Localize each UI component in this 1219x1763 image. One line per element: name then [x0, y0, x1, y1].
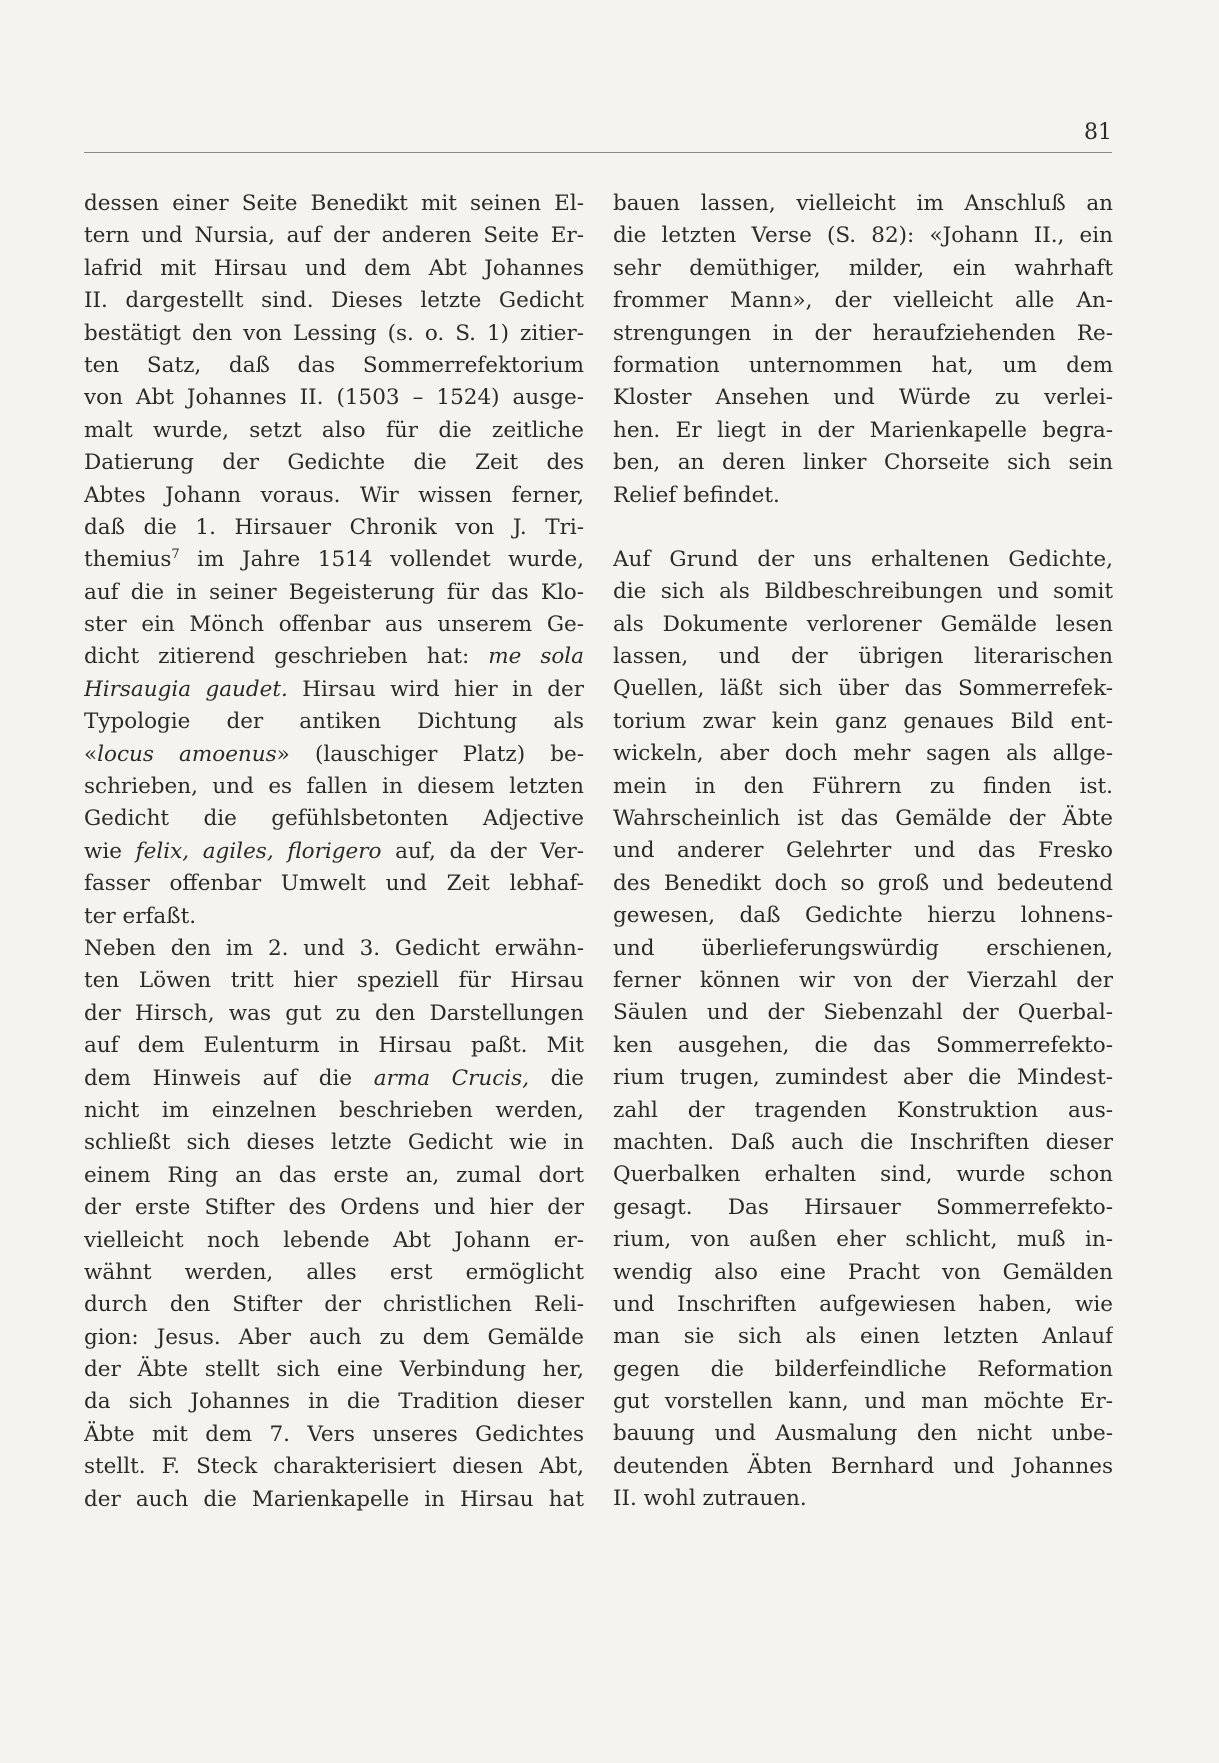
text-line: die sich als Bildbeschreibungen und somit: [613, 579, 1113, 605]
left-column: [84, 188, 584, 1516]
text-line: gesagt. Das Hirsauer Sommerrefekto-: [613, 1194, 1113, 1220]
text-line: «locus amoenus» (lauschiger Platz) be-: [84, 741, 584, 767]
text-line: Neben den im 2. und 3. Gedicht erwähn-: [84, 935, 584, 961]
text-line: dem Hinweis auf die arma Crucis, die: [84, 1065, 584, 1091]
text-line: lafrid mit Hirsau und dem Abt Johannes: [84, 255, 584, 281]
text-line: hen. Er liegt in der Marienkapelle begra-: [613, 417, 1113, 443]
header-rule: [84, 152, 1112, 153]
text-line: als Dokumente verlorener Gemälde lesen: [613, 611, 1113, 637]
text-line: deutenden Äbten Bernhard und Johannes: [613, 1453, 1113, 1479]
text-line: vielleicht noch lebende Abt Johann er-: [84, 1227, 584, 1253]
text-line: Wahrscheinlich ist das Gemälde der Äbte: [613, 806, 1113, 832]
text-line: stellt. F. Steck charakterisiert diesen Abt,: [84, 1454, 584, 1480]
text-line: man sie sich als einen letzten Anlauf: [613, 1324, 1113, 1350]
text-line: Querbalken erhalten sind, wurde schon: [613, 1162, 1113, 1188]
text-line: durch den Stifter der christlichen Reli-: [84, 1292, 584, 1318]
text-line: bauen lassen, vielleicht im Anschluß an: [613, 191, 1113, 216]
text-line: wähnt werden, alles erst ermöglicht: [84, 1259, 584, 1285]
text-line: fasser offenbar Umwelt und Zeit lebhaf-: [84, 871, 584, 897]
text-line: einem Ring an das erste an, zumal dort: [84, 1162, 584, 1188]
text-line: Typologie der antiken Dichtung als: [84, 709, 584, 735]
text-line: II. wohl zutrauen.: [613, 1486, 807, 1512]
text-line: schließt sich dieses letzte Gedicht wie in: [84, 1130, 584, 1156]
text-line: ten Satz, daß das Sommerrefektorium: [84, 352, 584, 378]
text-line: wie felix, agiles, florigero auf, da der Ver-: [84, 838, 584, 864]
text-line: von Abt Johannes II. (1503 – 1524) ausge-: [84, 385, 584, 411]
text-line: der erste Stifter des Ordens und hier der: [84, 1195, 584, 1221]
text-line: und anderer Gelehrter und das Fresko: [613, 838, 1113, 864]
text-line: Relief befindet.: [613, 482, 780, 508]
text-line: Datierung der Gedichte die Zeit des: [84, 450, 584, 476]
text-line: frommer Mann», der vielleicht alle An-: [613, 288, 1113, 314]
text-line: ferner können wir von der Vierzahl der: [613, 967, 1113, 993]
text-line: auf die in seiner Begeisterung für das Klo-: [84, 579, 584, 605]
text-line: wickeln, aber doch mehr sagen als allge-: [613, 741, 1113, 767]
text-line: sehr demüthiger, milder, ein wahrhaft: [613, 255, 1113, 281]
text-line: Hirsaugia gaudet. Hirsau wird hier in der: [84, 676, 584, 702]
text-line: ster ein Mönch offenbar aus unserem Ge-: [84, 612, 584, 638]
text-line: auf dem Eulenturm in Hirsau paßt. Mit: [84, 1033, 584, 1059]
text-line: der Äbte stellt sich eine Verbindung her,: [84, 1357, 584, 1383]
text-line: Gedicht die gefühlsbetonten Adjective: [84, 806, 584, 832]
text-line: rium, von außen eher schlicht, muß in-: [613, 1227, 1113, 1253]
text-line: bauung und Ausmalung den nicht unbe-: [613, 1421, 1113, 1447]
text-line: der auch die Marienkapelle in Hirsau hat: [84, 1486, 584, 1512]
text-line: Kloster Ansehen und Würde zu verlei-: [613, 385, 1113, 411]
text-line: gegen die bilderfeindliche Reformation: [613, 1356, 1113, 1382]
text-line: Auf Grund der uns erhaltenen Gedichte,: [613, 546, 1113, 572]
text-line: dicht zitierend geschrieben hat: me sola: [84, 644, 584, 670]
text-line: rium trugen, zumindest aber die Mindest-: [613, 1065, 1113, 1091]
text-line: gewesen, daß Gedichte hierzu lohnens-: [613, 903, 1113, 929]
text-line: ben, an deren linker Chorseite sich sein: [613, 450, 1113, 476]
text-line: ken ausgehen, die das Sommerrefekto-: [613, 1032, 1113, 1058]
text-line: strengungen in der heraufziehenden Re-: [613, 320, 1113, 346]
text-line: machten. Daß auch die Inschriften dieser: [613, 1129, 1113, 1155]
text-line: da sich Johannes in die Tradition dieser: [84, 1389, 584, 1415]
text-line: und Inschriften aufgewiesen haben, wie: [613, 1291, 1113, 1317]
text-line: torium zwar kein ganz genaues Bild ent-: [613, 708, 1113, 734]
text-line: formation unternommen hat, um dem: [613, 352, 1113, 378]
text-line: schrieben, und es fallen in diesem letzten: [84, 774, 584, 800]
right-column: [613, 188, 1113, 1516]
text-line: wendig also eine Pracht von Gemälden: [613, 1259, 1113, 1285]
text-line: der Hirsch, was gut zu den Darstellungen: [84, 1000, 584, 1026]
text-line: gion: Jesus. Aber auch zu dem Gemälde: [84, 1324, 584, 1350]
text-line: daß die 1. Hirsauer Chronik von J. Tri-: [84, 514, 584, 540]
text-line: bestätigt den von Lessing (s. o. S. 1) zitier-: [84, 320, 584, 346]
text-line: und überlieferungswürdig erschienen,: [613, 935, 1113, 961]
text-line: tern und Nursia, auf der anderen Seite Er-: [84, 223, 584, 249]
text-line: themius$^7$ im Jahre 1514 vollendet wurde,: [84, 547, 584, 573]
text-line: Abtes Johann voraus. Wir wissen ferner,: [84, 482, 584, 508]
text-line: malt wurde, setzt also für die zeitliche: [84, 417, 584, 443]
text-line: Säulen und der Siebenzahl der Querbal-: [613, 1000, 1113, 1026]
text-line: zahl der tragenden Konstruktion aus-: [613, 1097, 1113, 1123]
text-line: nicht im einzelnen beschrieben werden,: [84, 1097, 584, 1123]
text-line: des Benedikt doch so groß und bedeutend: [613, 870, 1113, 896]
text-line: die letzten Verse (S. 82): «Johann II., ein: [613, 223, 1113, 249]
text-line: Äbte mit dem 7. Vers unseres Gedichtes: [84, 1421, 584, 1447]
text-line: II. dargestellt sind. Dieses letzte Gedicht: [84, 288, 584, 314]
text-line: gut vorstellen kann, und man möchte Er-: [613, 1389, 1113, 1415]
text-line: mein in den Führern zu finden ist.: [613, 773, 1113, 799]
text-line: ten Löwen tritt hier speziell für Hirsau: [84, 968, 584, 994]
paragraph-gap: [613, 512, 1113, 544]
text-line: dessen einer Seite Benedikt mit seinen El-: [84, 191, 584, 216]
page-number: 81: [1084, 120, 1112, 145]
text-line: Quellen, läßt sich über das Sommerrefek-: [613, 676, 1113, 702]
text-line: ter erfaßt.: [84, 903, 197, 929]
text-line: lassen, und der übrigen literarischen: [613, 644, 1113, 670]
